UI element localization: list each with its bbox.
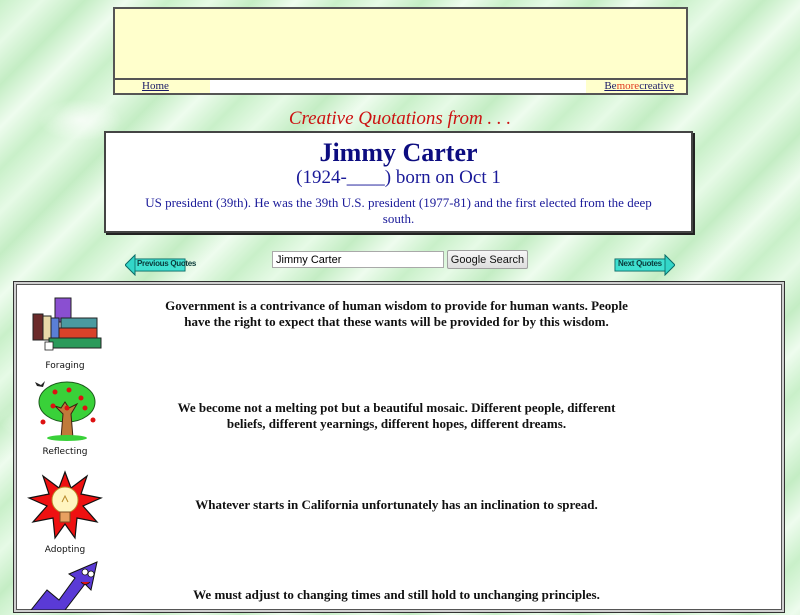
google-search-input[interactable] xyxy=(272,251,444,268)
quote-icon-cell xyxy=(21,470,109,556)
quote-text: We must adjust to changing times and still hold to unchanging principles. xyxy=(193,587,600,602)
icon-label: Adopting xyxy=(44,545,86,555)
books-icon xyxy=(25,296,105,356)
next-quotes-label: Next Quotes xyxy=(618,259,662,268)
header-links-bar xyxy=(115,80,686,93)
next-quotes-button[interactable] xyxy=(613,254,675,276)
link-part-more: more xyxy=(616,80,640,92)
quote-text: We become not a melting pot but a beautiful mosaic. Different people, different beliefs, different yearnings, different hopes, different dreams. xyxy=(177,400,616,431)
author-name: Jimmy Carter xyxy=(319,138,478,167)
author-info-box xyxy=(104,131,693,233)
header-banner-box xyxy=(113,7,688,95)
quote-text: Whatever starts in California unfortunately has an inclination to spread. xyxy=(195,497,598,512)
quote-navigation-row xyxy=(0,248,800,278)
google-search-button[interactable]: Google Search xyxy=(447,250,528,269)
home-link-cell xyxy=(115,80,210,93)
previous-quotes-label: Previous Quotes xyxy=(137,259,197,268)
quote-icon-cell xyxy=(21,560,109,615)
author-description: US president (39th). He was the 39th U.S. president (1977-81) and the first elected from the deep south. xyxy=(145,195,652,226)
creative-quotations-heading: Creative Quotations from . . . xyxy=(288,108,512,129)
tree-icon xyxy=(25,378,105,442)
be-more-creative-cell xyxy=(586,80,686,93)
link-part-creative: creative xyxy=(639,80,674,92)
quote-icon-cell xyxy=(21,378,109,458)
previous-quotes-button[interactable] xyxy=(125,254,197,276)
banner-ad-area xyxy=(115,9,686,80)
home-link[interactable]: Home xyxy=(142,80,169,92)
quotes-list-box xyxy=(13,281,785,613)
be-more-creative-link[interactable] xyxy=(604,80,674,92)
links-bar-spacer xyxy=(210,80,586,93)
link-part-be: Be xyxy=(604,80,617,92)
author-dates: (1924-____) born on Oct 1 xyxy=(296,167,501,188)
quote-text: Government is a contrivance of human wisdom to provide for human wants. People have the right to expect that these wants will be provided for by this wisdom. xyxy=(165,298,628,329)
quote-icon-cell xyxy=(21,296,109,372)
icon-label: Reflecting xyxy=(42,447,88,457)
icon-label: Foraging xyxy=(45,361,85,371)
lightbulb-icon xyxy=(25,470,105,540)
rising-arrow-icon xyxy=(25,560,105,610)
